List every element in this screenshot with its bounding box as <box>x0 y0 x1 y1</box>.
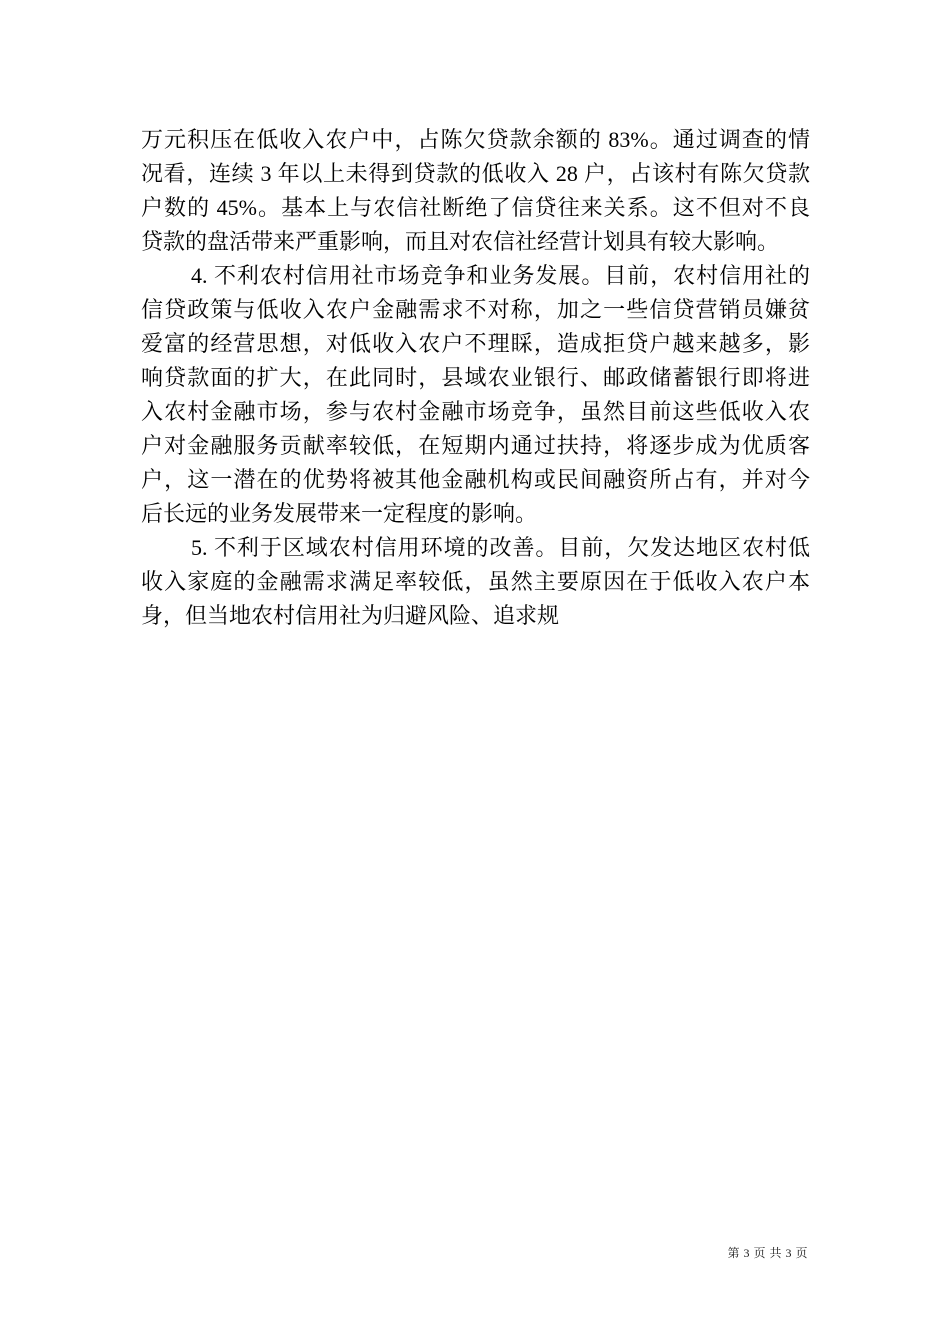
text-line: 后长远的业务发展带来一定程度的影响。 <box>141 501 538 526</box>
text-line: 户对金融服务贡献率较低，在短期内通过扶持，将逐步成为优质客 <box>141 433 810 458</box>
text-line: 万元积压在低收入农户中，占陈欠贷款余额的 83%。通过调查的情 <box>141 127 810 152</box>
text-line: 户数的 45%。基本上与农信社断绝了信贷往来关系。这不但对不良 <box>141 195 810 220</box>
text-line: 爱富的经营思想，对低收入农户不理睬，造成拒贷户越来越多，影 <box>141 331 810 356</box>
text-line: 4. 不利农村信用社市场竞争和业务发展。目前，农村信用社的 <box>191 263 810 288</box>
text-line: 入农村金融市场，参与农村金融市场竞争，虽然目前这些低收入农 <box>141 399 810 424</box>
text-line: 信贷政策与低收入农户金融需求不对称，加之一些信贷营销员嫌贫 <box>141 297 810 322</box>
paragraph <box>141 123 810 259</box>
text-line: 5. 不利于区域农村信用环境的改善。目前，欠发达地区农村低 <box>191 535 810 560</box>
page-number: 第 3 页 共 3 页 <box>727 1246 808 1260</box>
text-line: 况看，连续 3 年以上未得到贷款的低收入 28 户，占该村有陈欠贷款 <box>141 161 810 186</box>
paragraph <box>141 259 810 531</box>
document-body <box>141 123 810 633</box>
text-line: 身，但当地农村信用社为归避风险、追求规 <box>141 603 560 628</box>
text-line: 户，这一潜在的优势将被其他金融机构或民间融资所占有，并对今 <box>141 467 810 492</box>
text-line: 收入家庭的金融需求满足率较低，虽然主要原因在于低收入农户本 <box>141 569 810 594</box>
text-line: 响贷款面的扩大，在此同时，县域农业银行、邮政储蓄银行即将进 <box>141 365 810 390</box>
text-line: 贷款的盘活带来严重影响，而且对农信社经营计划具有较大影响。 <box>141 229 780 254</box>
paragraph <box>141 531 810 633</box>
